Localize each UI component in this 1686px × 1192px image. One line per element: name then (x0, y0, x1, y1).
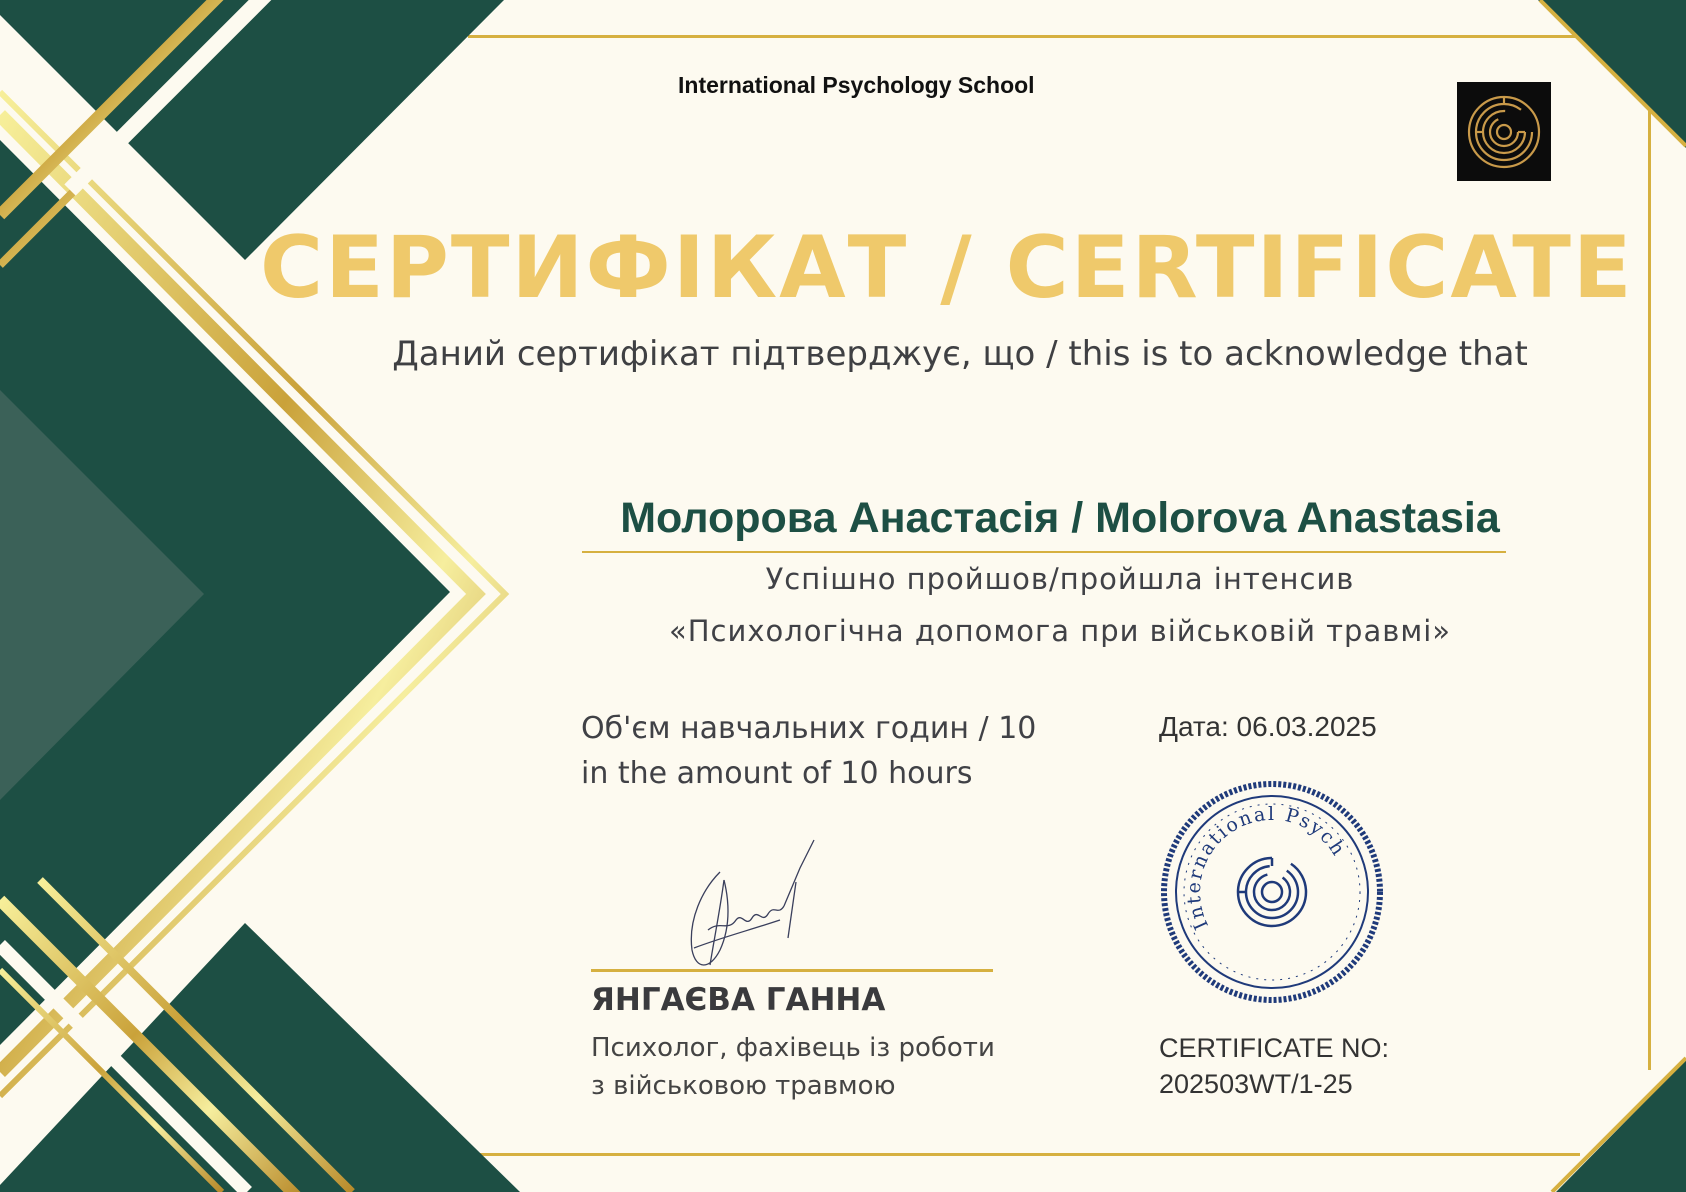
handwritten-signature (680, 820, 840, 980)
top-border-line (468, 35, 1578, 38)
issue-date: Дата: 06.03.2025 (1159, 711, 1377, 742)
stamp-text: International Psychology (1182, 802, 1351, 933)
recipient-underline (582, 551, 1506, 553)
school-name: International Psychology School (678, 72, 1035, 98)
signer-role-line2: з військовою травмою (591, 1071, 896, 1101)
official-stamp (1160, 780, 1384, 1004)
labyrinth-logo-icon (1457, 82, 1551, 181)
right-border-line (1648, 110, 1651, 1070)
certificate-title: СЕРТИФІКАТ / CERTIFICATE (260, 218, 1634, 318)
certificate-number-label: CERTIFICATE NO: (1159, 1033, 1390, 1063)
signer-role-line1: Психолог, фахівець із роботи (591, 1033, 995, 1063)
certificate-number: 202503WT/1-25 (1159, 1069, 1353, 1099)
acknowledge-text: Даний сертифікат підтверджує, що / this is to acknowledge that (392, 334, 1528, 374)
signature-line (591, 969, 993, 972)
hours-en: in the amount of 10 hours (581, 756, 973, 791)
hours-uk: Об'єм навчальних годин / 10 (581, 711, 1037, 746)
bottom-border-line (470, 1153, 1580, 1156)
signer-name: ЯНГАЄВА ГАННА (591, 982, 886, 1018)
recipient-name: Молорова Анастасія / Molorova Anastasia (620, 494, 1500, 542)
course-name: «Психологічна допомога при військовій травмі» (668, 614, 1452, 648)
passed-text: Успішно пройшов/пройшла інтенсив (765, 562, 1355, 596)
